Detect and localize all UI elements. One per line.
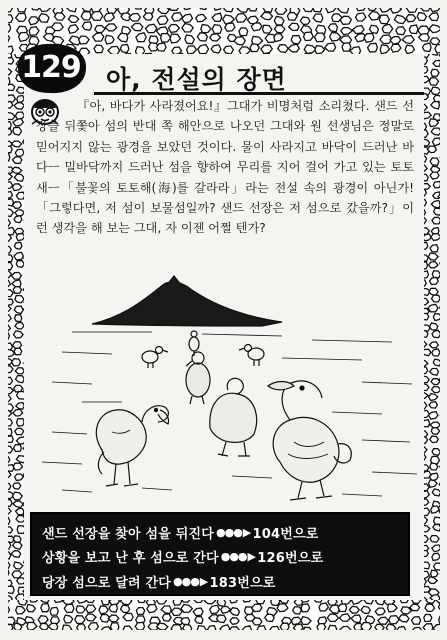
page-title: 아, 전설의 장면 [106, 65, 287, 94]
choice-dots: ●●● [220, 550, 247, 564]
choice-target: 183번으로 [209, 575, 276, 591]
illustration-dodo-birds-island [32, 262, 420, 504]
dodo-bird-large-right [268, 381, 351, 500]
arrow-right-icon: ▶ [242, 525, 252, 539]
story-paragraph [36, 96, 414, 239]
choice-dots: ●●● [173, 574, 199, 588]
volcano-island [92, 282, 282, 326]
choice-dots: ●●● [216, 525, 242, 539]
stone-border-bottom [8, 600, 440, 630]
choices-box [30, 512, 410, 596]
choice-option[interactable] [42, 520, 400, 545]
choice-option[interactable] [42, 545, 400, 570]
choice-target: 104번으로 [252, 526, 319, 542]
dodo-bird-center [210, 378, 257, 456]
choice-text: 상황을 보고 난 후 섬으로 간다 [42, 551, 219, 567]
choice-option[interactable] [42, 569, 400, 594]
stone-border-left [8, 54, 24, 626]
choice-target: 126번으로 [257, 551, 324, 567]
dodo-bird-large-left [96, 406, 168, 486]
title-underline [94, 92, 424, 95]
dodo-bird-far-right [239, 345, 264, 367]
stone-border-right [424, 54, 440, 626]
choice-text: 당장 섬으로 달려 간다 [42, 575, 171, 591]
story-text: 『아, 바다가 사라졌어요!』그대가 비명처럼 소리쳤다. 샌드 선장을 뒤쫓아 섬의 반대 쪽 해안으로 나오던 그대와 원 선생님은 정말로 믿어지지 않는 광경을 보았던 것이다. 물이 사라지고 바닥이 드러난 바다ㅡ 밀바닥까지 드러난 섬을 향하여 무리를 지어 걸어 가고 있는 토토 새ㅡ「불꽃의 토토해(海)를 갈라라」라는 전설 속의 광경이 아닌가!「그렇다면, 저 섬이 보물섬일까? 샌드 선장은 저 섬으로 갔을까?」이런 생각을 해 보는 그대, 자 이젠 어쩔 텐가? [36, 99, 414, 236]
dodo-bird-middle [186, 352, 210, 404]
choice-text: 샌드 선장을 찾아 섬을 뒤진다 [42, 526, 214, 542]
arrow-right-icon: ▶ [247, 550, 257, 564]
dodo-bird-far-left [142, 347, 168, 369]
page-number: 129 [21, 50, 81, 85]
arrow-right-icon: ▶ [199, 574, 209, 588]
